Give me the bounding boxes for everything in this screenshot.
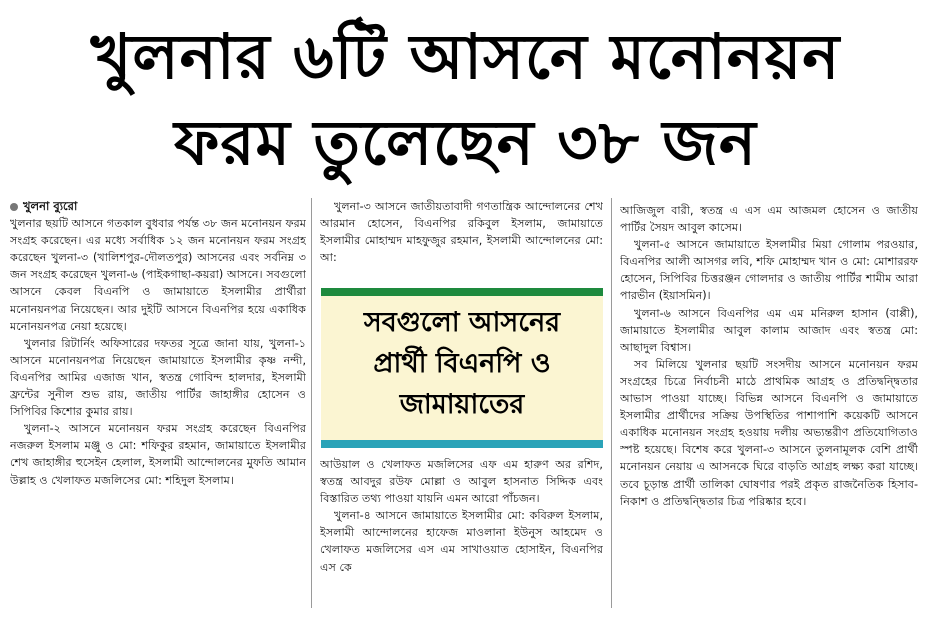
pullquote-line-1: সবগুলো আসনের bbox=[363, 307, 561, 338]
byline-text: খুলনা ব্যুরো bbox=[23, 199, 78, 213]
headline-line-1: খুলনার ৬টি আসনে মনোনয়ন bbox=[90, 20, 841, 93]
headline-line-2: ফরম তুলেছেন ৩৮ জন bbox=[174, 106, 757, 179]
byline bbox=[10, 198, 306, 215]
article-column-2-top bbox=[320, 198, 603, 284]
bullet-icon bbox=[10, 203, 18, 211]
paragraph: খুলনা-২ আসনে মনোনয়ন ফরম সংগ্রহ করেছেন বিএনপির নজরুল ইসলাম মঞ্জু ও মো: শফিকুর রহমান, জামায়াতে ইসলামীর শেখ জাহাঙ্গীর হুসেইন হেলাল, ইসলামী আন্দোলনের মুফতি আমান উল্লাহ ও খেলাফত মজলিসের মো: শহিদুল ইসলাম। bbox=[10, 422, 306, 487]
pullquote bbox=[321, 288, 603, 448]
paragraph: খুলনা-৩ আসনে জাতীয়তাবাদী গণতান্ত্রিক আন্দোলনের শেখ আরমান হোসেন, বিএনপির রকিবুল ইসলাম, জামায়াতে ইসলামীর মোহাম্মদ মাহফুজুর রহমান, ইসলামী আন্দোলনের মো: আ: bbox=[320, 200, 603, 265]
headline bbox=[0, 14, 931, 186]
column-divider bbox=[311, 198, 312, 608]
pullquote-line-3: জামায়াতের bbox=[399, 389, 525, 420]
paragraph: খুলনা-৬ আসনে বিএনপির এম এম মনিরুল হাসান (বাপ্পী), জামায়াতে ইসলামীর আবুল কালাম আজাদ এবং স্বতন্ত্র মো: আছাদুল বিশ্বাস। bbox=[620, 306, 918, 354]
pullquote-bottom-bar bbox=[321, 440, 603, 448]
pullquote-top-bar bbox=[321, 288, 603, 296]
column-divider bbox=[611, 198, 612, 608]
paragraph: সব মিলিয়ে খুলনার ছয়টি সংসদীয় আসনে মনোনয়ন ফরম সংগ্রহের চিত্রে নির্বাচনী মাঠে প্রাথমিক আগ্রহ ও প্রতিদ্বন্দ্বিতার আভাস পাওয়া যাচ্ছে। বিভিন্ন আসনে বিএনপি ও জামায়াতে ইসলামীর প্রার্থীদের সক্রিয় উপস্থিতির পাশাপাশি কয়েকটি আসনে একাধিক মনোনয়ন সংগ্রহ হওয়ায় দলীয় অভ্যন্তরীণ প্রতিযোগিতাও স্পষ্ট হয়েছে। বিশেষ করে খুলনা-৩ আসনে তুলনামূলক বেশি প্রার্থী মনোনয়ন নেয়ায় এ আসনকে ঘিরে বাড়তি আগ্রহ লক্ষ্য করা যাচ্ছে। তবে চূড়ান্ত প্রার্থী তালিকা ঘোষণার পরই প্রকৃত রাজনৈতিক হিসাব-নিকাশ ও প্রতিদ্বন্দ্বিতার চিত্র পরিষ্কার হবে। bbox=[620, 357, 918, 508]
paragraph: খুলনা-৪ আসনে জামায়াতে ইসলামীর মো: কবিরুল ইসলাম, ইসলামী আন্দোলনের হাফেজ মাওলানা ইউনুস আহমেদ ও খেলাফত মজলিসের এস এম সাখাওয়াত হোসাইন, বিএনপির এস কে bbox=[320, 509, 603, 574]
paragraph: খুলনার রিটার্নিং অফিসারের দফতর সূত্রে জানা যায়, খুলনা-১ আসনে মনোনয়নপত্র নিয়েছেন জামায়াতে ইসলামীর কৃষ্ণ নন্দী, বিএনপির আমির এজাজ খান, স্বতন্ত্র গোবিন্দ হালদার, ইসলামী ফ্রন্টের সুনীল শুভ রায়, জাতীয় পার্টির জাহাঙ্গীর হোসেন ও সিপিবির কিশোর কুমার রায়। bbox=[10, 336, 306, 419]
article-column-3 bbox=[620, 202, 918, 620]
article-column-1 bbox=[10, 198, 306, 616]
paragraph: খুলনা-৫ আসনে জামায়াতে ইসলামীর মিয়া গোলাম পরওয়ার, বিএনপির আলী আসগর লবি, শফি মোহাম্মদ খান ও মো: মোশাররফ হোসেন, সিপিবির চিত্তরঞ্জন গোলদার ও জাতীয় পার্টির শামীম আরা পারভীন (ইয়াসমিন)। bbox=[620, 238, 918, 303]
article-column-2-bottom bbox=[320, 456, 603, 616]
pullquote-text bbox=[321, 302, 603, 425]
paragraph: খুলনার ছয়টি আসনে গতকাল বুধবার পর্যন্ত ৩৮ জন মনোনয়ন ফরম সংগ্রহ করেছেন। এর মধ্যে সর্বাধিক ১২ জন মনোনয়ন ফরম সংগ্রহ করেছেন খুলনা-৩ (খালিশপুর-দৌলতপুর) আসনের এবং সর্বনিম্ন ৩ জন সংগ্রহ করেছেন খুলনা-৬ (পাইকগাছা-কয়রা) আসনে। সবগুলো আসনে কেবল বিএনপি ও জামায়াতে ইসলামীর প্রার্থীরা মনোনয়নপত্র নিয়েছেন। আর দুইটি আসনে বিএনপির হয়ে একাধিক মনোনয়নপত্র নেয়া হয়েছে। bbox=[10, 217, 306, 333]
paragraph: আজিজুল বারী, স্বতন্ত্র এ এস এম আজমল হোসেন ও জাতীয় পার্টির সৈয়দ আবুল কাসেম। bbox=[620, 204, 918, 235]
paragraph: আউয়াল ও খেলাফত মজলিসের এফ এম হারুণ অর রশিদ, স্বতন্ত্র আবদুর রউফ মোল্লা ও আবুল হাসনাত সিদ্দিক এবং বিস্তারিত তথ্য পাওয়া যায়নি এমন আরো পাঁচজন। bbox=[320, 458, 603, 506]
pullquote-line-2: প্রার্থী বিএনপি ও bbox=[373, 348, 551, 379]
